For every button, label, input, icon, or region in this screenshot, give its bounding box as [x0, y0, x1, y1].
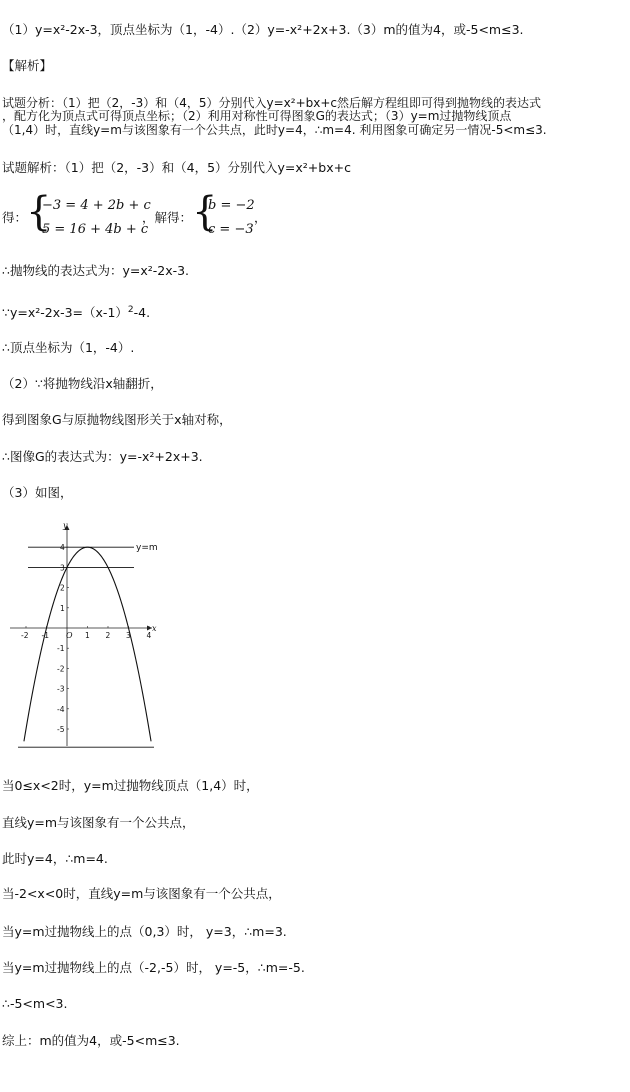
y-tick-label: -5: [57, 725, 65, 734]
system1-eq2: 5 = 16 + 4b + c: [42, 222, 149, 237]
equation-systems: [2, 189, 302, 240]
y-equals-m-label: y=m: [136, 543, 158, 553]
system2-eq1: b = −2: [208, 198, 255, 213]
x-tick-label: -2: [21, 631, 29, 640]
left-brace-1: {: [26, 189, 52, 235]
y-tick-label: -3: [57, 684, 65, 694]
y-tick-label: 2: [60, 583, 65, 593]
case1-line: 当0≤x<2时，y=m过抛物线顶点（1,4）时，: [2, 778, 259, 793]
jiexi-heading: 【解析】: [2, 58, 53, 73]
y-axis-label: y: [63, 521, 68, 530]
one-common-point-line: 直线y=m与该图象有一个公共点，: [2, 815, 195, 830]
analysis-line-1: 试题分析：（1）把（2，-3）和（4，5）分别代入y=x²+bx+c然后解方程组即可得到抛物线的表达式: [2, 96, 542, 110]
part2-line: （2）∵将抛物线沿x轴翻折，: [2, 376, 163, 391]
x-tick-label: -1: [41, 631, 49, 640]
y-tick-label: 3: [60, 563, 65, 573]
summary-line: 综上：m的值为4，或-5<m≤3.: [2, 1033, 180, 1048]
x-tick-label: 4: [146, 631, 152, 640]
analysis-line-3: （1,4）时，直线y=m与该图象有一个公共点，此时y=4，∴m=4. 利用图象可确定另一情况-5<m≤3.: [2, 123, 547, 137]
square-exponent: 2: [127, 305, 134, 315]
y-tick-label: 1: [60, 603, 65, 613]
system2-eq2: c = −3: [208, 222, 254, 237]
system1-eq1: −3 = 4 + 2b + c: [42, 198, 151, 213]
de-label: 得：: [2, 210, 28, 225]
part3-line: （3）如图，: [2, 485, 73, 500]
x-tick-label: 1: [85, 631, 90, 640]
expression-line: ∴抛物线的表达式为：y=x²-2x-3.: [2, 263, 190, 278]
pass-0-3-line: 当y=m过抛物线上的点（0,3）时， y=3，∴m=3.: [2, 924, 287, 939]
graph-g-line: ∴图像G的表达式为：y=-x²+2x+3.: [2, 449, 203, 464]
x-axis-label: x: [152, 624, 157, 633]
y-tick-label: -1: [57, 644, 65, 654]
pass-neg2-neg5-line: 当y=m过抛物线上的点（-2,-5）时， y=-5，∴m=-5.: [2, 960, 305, 975]
x-tick-label: 3: [126, 631, 131, 640]
symmetry-line: 得到图象G与原抛物线图形关于x轴对称，: [2, 412, 232, 427]
parabola-curve: [24, 547, 151, 741]
case2-line: 当-2<x<0时，直线y=m与该图象有一个公共点，: [2, 886, 281, 901]
jiede-label: ，解得：: [142, 210, 193, 225]
trailing-comma: ，: [254, 210, 267, 225]
complete-square-line: [2, 302, 150, 321]
y-tick-label: -2: [57, 664, 65, 674]
solution-line-1: 试题解析：（1）把（2，-3）和（4，5）分别代入y=x²+bx+c: [2, 160, 351, 175]
parabola-graph: [6, 520, 158, 748]
complete-square-left: ∵y=x²-2x-3=（x-1）: [2, 305, 128, 321]
y-tick-label: 4: [60, 543, 65, 553]
vertex-line: ∴顶点坐标为（1，-4）.: [2, 340, 135, 355]
x-tick-label: 2: [105, 631, 111, 640]
answer-line: （1）y=x²-2x-3，顶点坐标为（1，-4）.（2）y=-x²+2x+3.（3）m的值为4，或-5<m≤3.: [2, 22, 524, 37]
analysis-line-2: ，配方化为顶点式可得顶点坐标；（2）利用对称性可得图象G的表达式；（3）y=m过抛物线顶点: [2, 109, 512, 123]
origin-label: O: [66, 631, 73, 640]
y-tick-label: -4: [57, 704, 65, 714]
m-equals-4-line: 此时y=4，∴m=4.: [2, 851, 108, 866]
complete-square-right: -4.: [133, 305, 151, 321]
range-line: ∴-5<m<3.: [2, 996, 68, 1011]
left-brace-2: {: [192, 189, 218, 235]
